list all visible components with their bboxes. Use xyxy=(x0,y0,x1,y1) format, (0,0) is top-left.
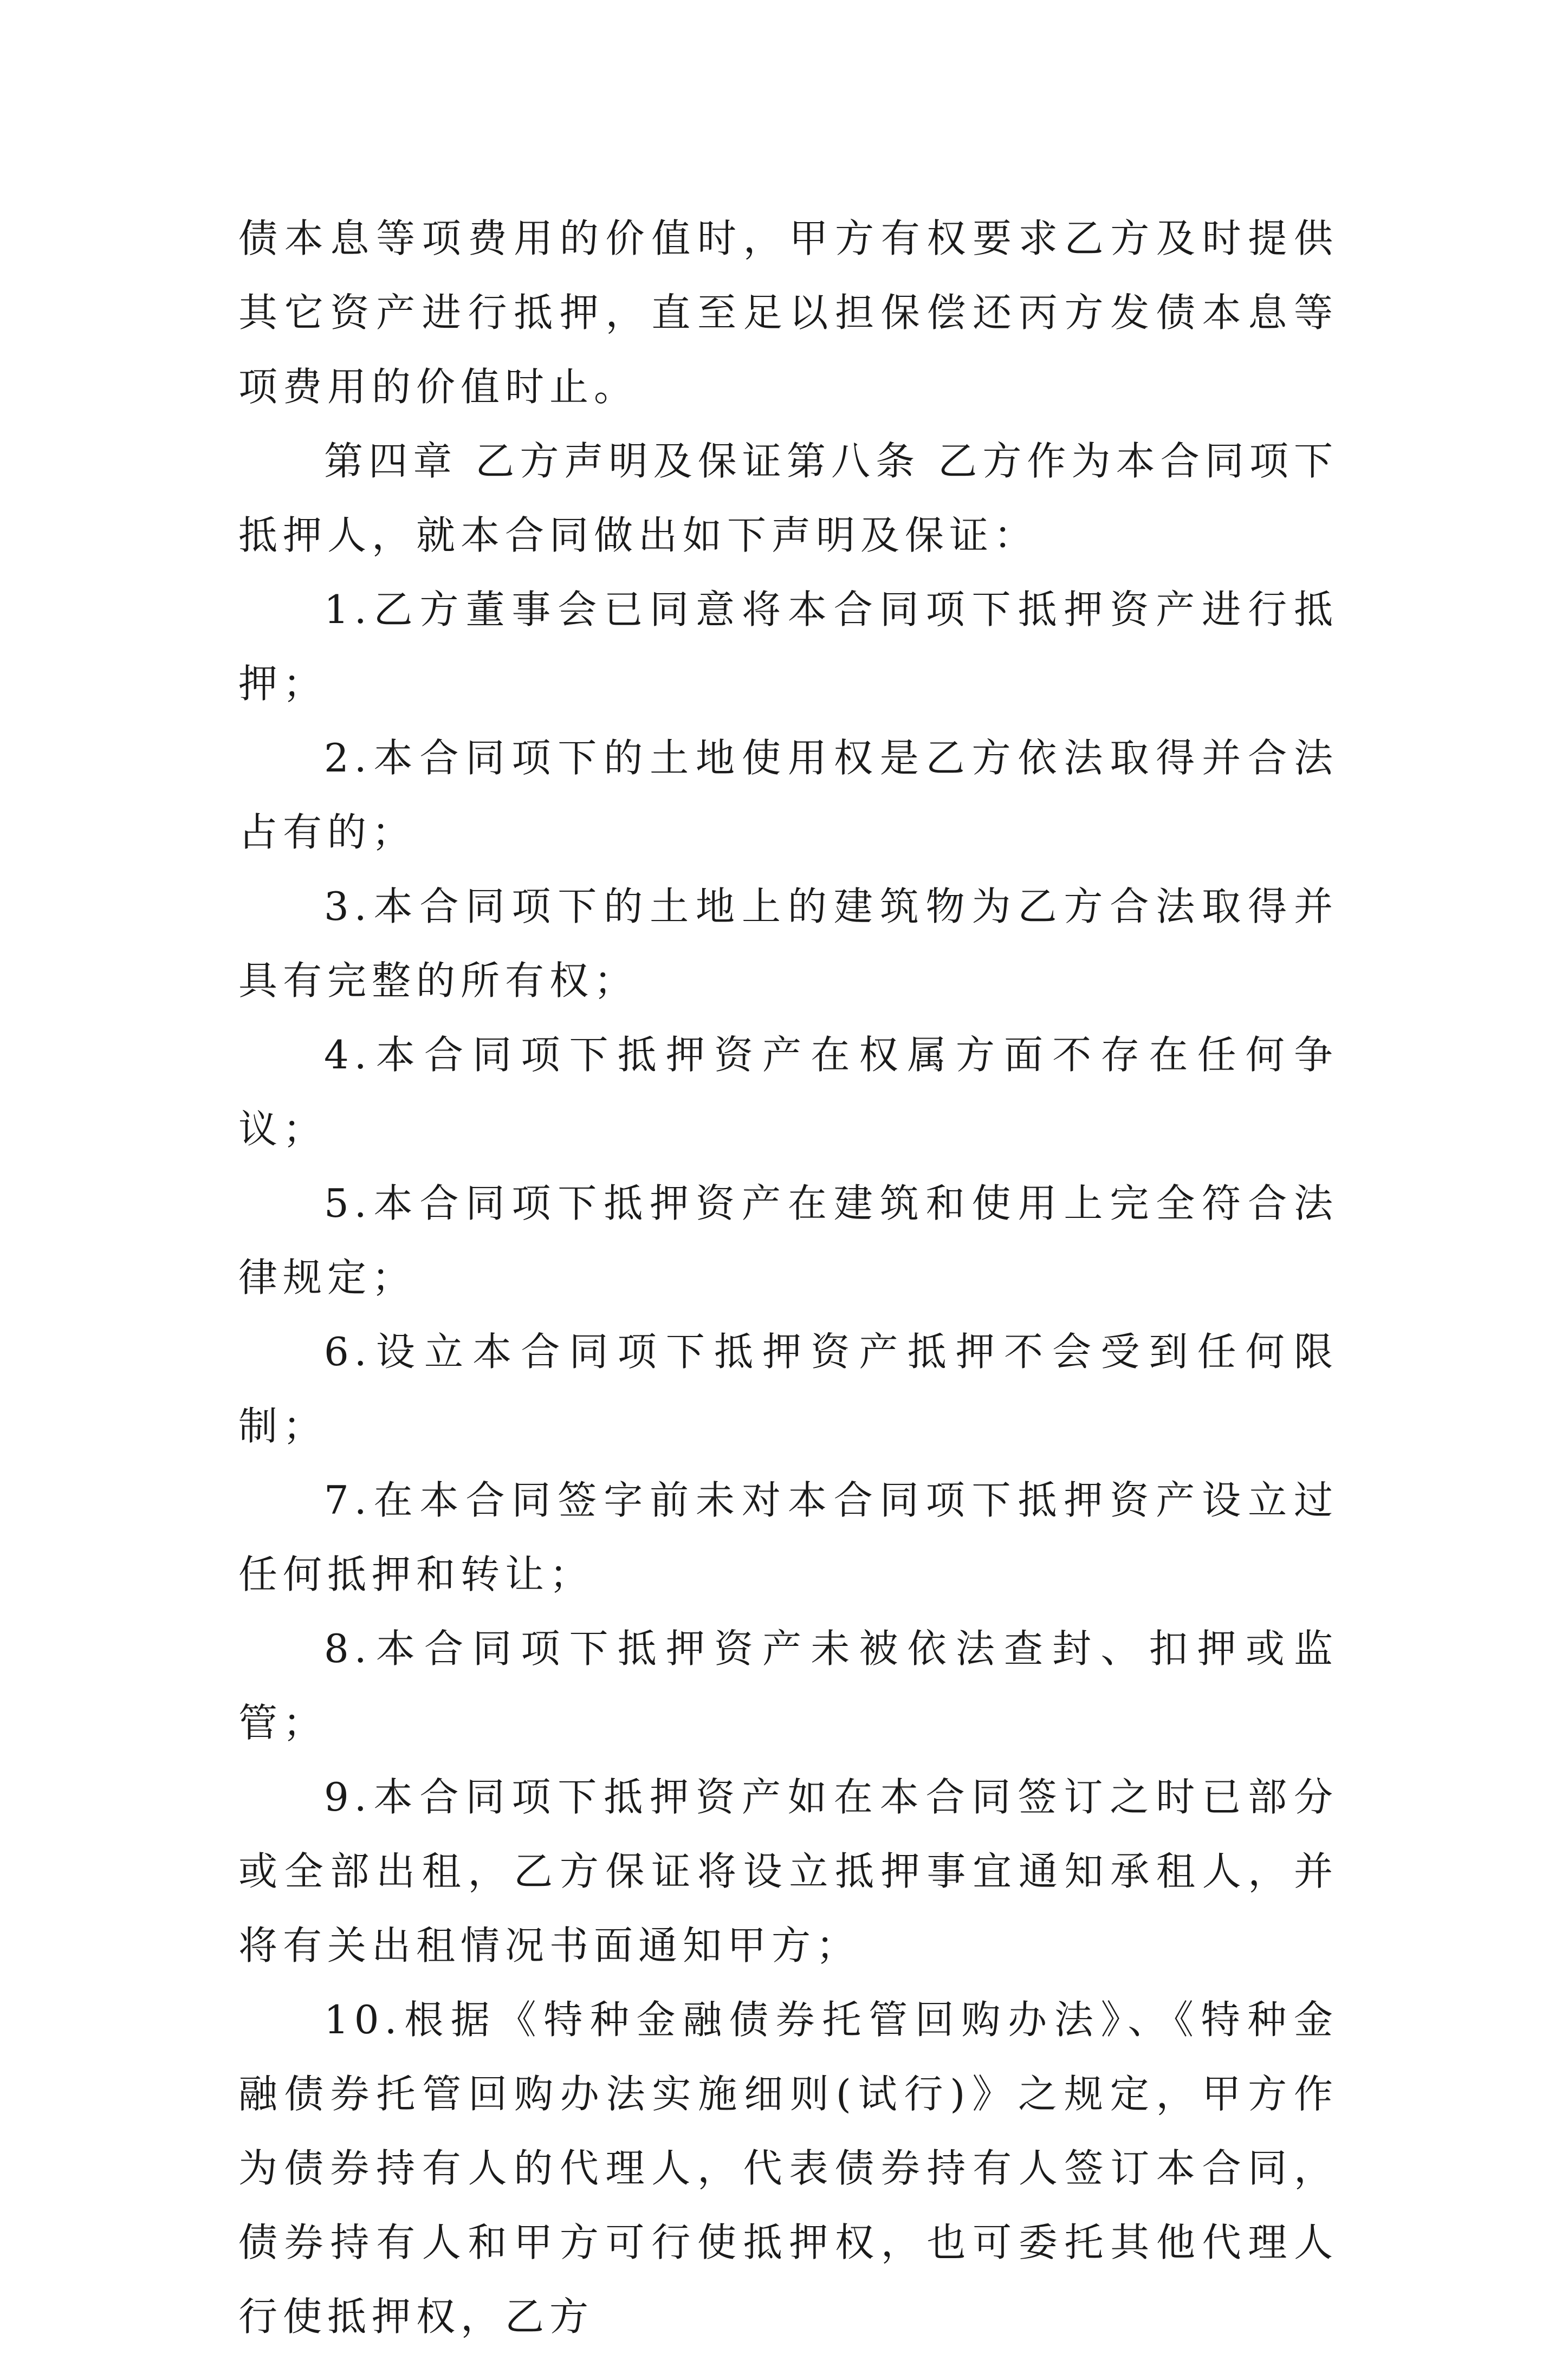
paragraph: 1.乙方董事会已同意将本合同项下抵押资产进行抵押； xyxy=(238,587,1338,706)
paragraph: 6.设立本合同项下抵押资产抵押不会受到任何限制； xyxy=(238,1329,1338,1449)
paragraph: 债本息等项费用的价值时，甲方有权要求乙方及时提供其它资产进行抵押，直至足以担保偿还丙方发债本息等项费用的价值时止。 xyxy=(238,216,1338,410)
paragraph: 第四章 乙方声明及保证第八条 乙方作为本合同项下抵押人，就本合同做出如下声明及保证： xyxy=(238,438,1338,558)
paragraph: 5.本合同项下抵押资产在建筑和使用上完全符合法律规定； xyxy=(238,1181,1338,1300)
paragraph: 8.本合同项下抵押资产未被依法查封、扣押或监管； xyxy=(238,1626,1338,1746)
document-body xyxy=(238,202,1338,2354)
paragraph: 3.本合同项下的土地上的建筑物为乙方合法取得并具有完整的所有权； xyxy=(238,884,1338,1003)
paragraph: 4.本合同项下抵押资产在权属方面不存在任何争议； xyxy=(238,1032,1338,1152)
paragraph: 7.在本合同签字前未对本合同项下抵押资产设立过任何抵押和转让； xyxy=(238,1477,1338,1597)
paragraph: 9.本合同项下抵押资产如在本合同签订之时已部分或全部出租，乙方保证将设立抵押事宜通知承租人，并将有关出租情况书面通知甲方； xyxy=(238,1774,1338,1968)
paragraph: 10.根据《特种金融债券托管回购办法》、《特种金融债券托管回购办法实施细则(试行)》之规定，甲方作为债券持有人的代理人，代表债券持有人签订本合同，债券持有人和甲方可行使抵押权，也可委托其他代理人行使抵押权，乙方 xyxy=(238,1997,1338,2339)
paragraph: 2.本合同项下的土地使用权是乙方依法取得并合法占有的； xyxy=(238,735,1338,855)
